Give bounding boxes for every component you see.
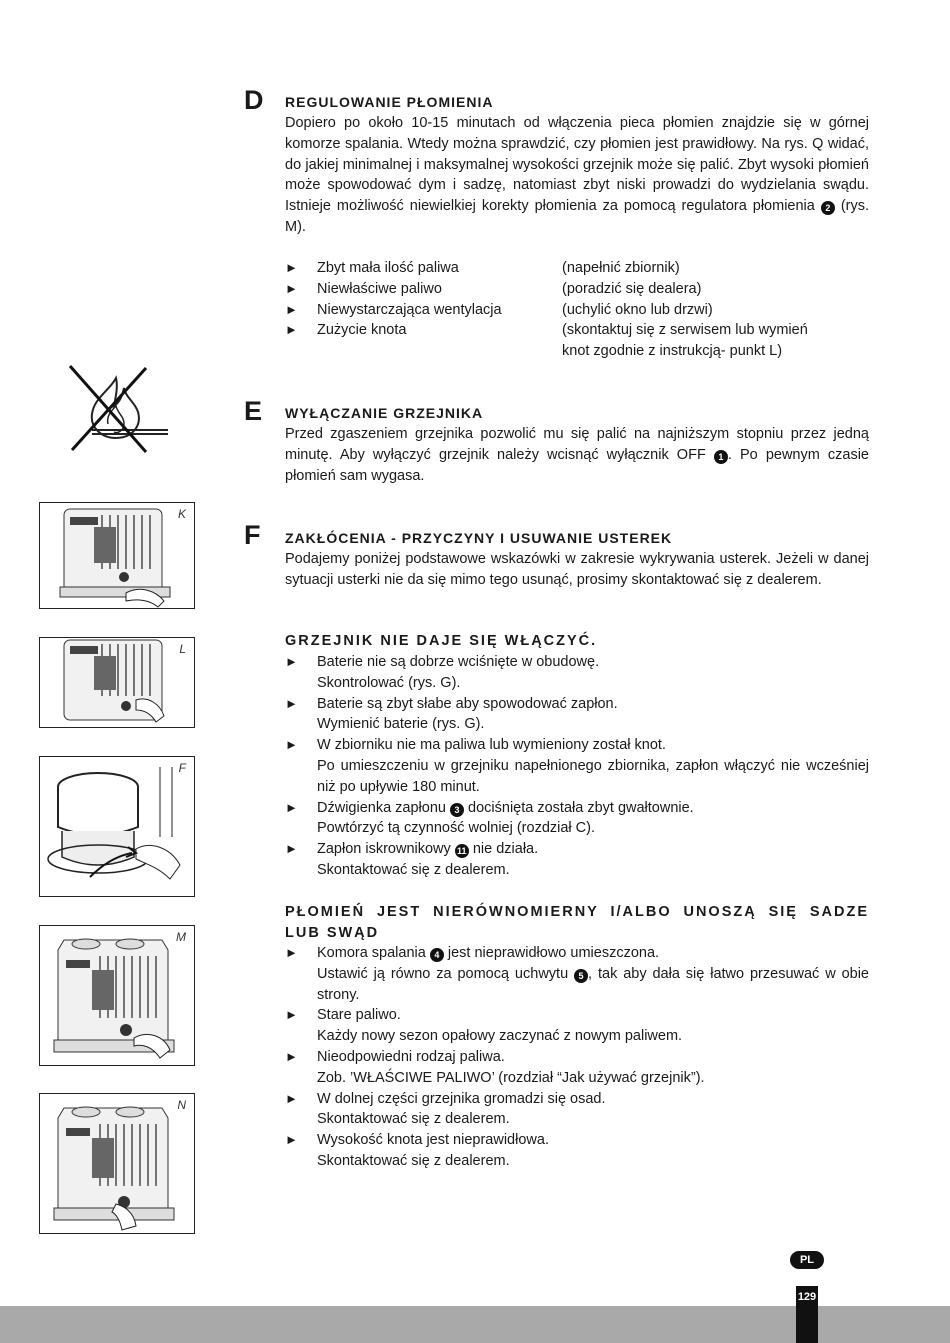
- item-problem-end: jest nieprawidłowo umieszczona.: [443, 945, 660, 961]
- item-problem: Stare paliwo.: [317, 1007, 401, 1024]
- item-problem: Baterie nie są dobrze wciśnięte w obudowę.: [317, 654, 600, 670]
- section-d-text: Dopiero po około 10-15 minutach od włączenia pieca płomien znajdzie się w górnej komorze spalania. Wtedy można sprawdzić, czy płomien jest prawidłowy. Na rys. Q widać, do jakiej minimalnej i maksymalnej wysokości grzejnik może się palić. Zbyt wysoki płomień może spowodować dym i sadzę, natomiast zbyt niski prowadzi do wydzielania swądu. Istnieje możliwość niewielkiej korekty płomienia za pomocą regulatora płomienia: [285, 115, 869, 215]
- bullet-icon: ►: [285, 1132, 298, 1148]
- item-solution: Zob. ’WŁAŚCIWE PALIWO’ (rozdział “Jak używać grzejnik”).: [317, 1069, 705, 1086]
- cause-row: [285, 258, 869, 279]
- uneven-flame-list: [285, 943, 869, 1172]
- bullet-icon: ►: [285, 945, 298, 960]
- figure-label: F: [178, 761, 186, 775]
- item-problem: W dolnej części grzejnika gromadzi się osad.: [317, 1090, 606, 1107]
- section-title-f: ZAKŁÓCENIA - PRZYCZYNY I USUWANIE USTEREK: [285, 530, 673, 546]
- bullet-icon: ►: [285, 1007, 298, 1023]
- section-e-paragraph: [285, 424, 869, 486]
- item-problem: Zapłon iskrownikowy: [317, 841, 451, 858]
- heater-illustration: [40, 926, 194, 1065]
- ref-marker: 1: [714, 450, 728, 464]
- bullet-icon: ►: [285, 695, 298, 711]
- fix-text-continued: knot zgodnie z instrukcją- punkt L): [562, 343, 783, 360]
- item-problem: W zbiorniku nie ma paliwa lub wymieniony został knot.: [317, 737, 666, 754]
- list-item: [285, 652, 869, 694]
- heater-illustration: [40, 1094, 194, 1233]
- item-solution: Powtórzyć tą czynność wolniej (rozdział C).: [317, 820, 596, 837]
- heater-illustration: [40, 638, 194, 727]
- language-badge: PL: [790, 1251, 824, 1269]
- figure-l: [39, 637, 195, 728]
- list-item: [285, 1005, 869, 1047]
- item-solution-text: Ustawić ją równo za pomocą uchwytu: [317, 965, 569, 982]
- bullet-icon: ►: [285, 1048, 298, 1064]
- list-item: [285, 735, 869, 797]
- ref-marker: 11: [455, 844, 469, 858]
- figure-f: [39, 756, 195, 897]
- section-letter-e: E: [244, 396, 263, 426]
- figure-m: [39, 925, 195, 1066]
- list-item: [285, 1089, 869, 1131]
- list-item: [285, 1047, 869, 1089]
- tank-illustration: [40, 757, 194, 896]
- bullet-icon: ►: [285, 260, 298, 275]
- section-d-paragraph: [285, 113, 869, 238]
- figure-label: K: [177, 507, 186, 521]
- item-solution: Wymienić baterie (rys. G).: [317, 716, 485, 733]
- list-item: [285, 839, 869, 881]
- item-problem-end: dociśnięta została zbyt gwałtownie.: [464, 799, 694, 816]
- item-problem-end: nie działa.: [468, 841, 539, 858]
- bullet-icon: ►: [285, 280, 298, 296]
- list-item: [285, 694, 869, 736]
- bullet-icon: ►: [285, 1090, 298, 1106]
- cause-row: [285, 279, 869, 300]
- ref-marker: 3: [450, 803, 464, 817]
- item-solution: Skontaktować się z dealerem.: [317, 1152, 510, 1169]
- bullet-icon: ►: [285, 654, 298, 669]
- fix-text: (napełnić zbiornik): [562, 260, 680, 276]
- item-solution: Każdy nowy sezon opałowy zaczynać z nowym paliwem.: [317, 1028, 683, 1045]
- item-solution: Po umieszczeniu w grzejniku napełnionego zbiornika, zapłon włączyć nie wcześniej niż po upływie 180 minut.: [317, 757, 869, 795]
- list-item: [285, 1130, 869, 1172]
- cause-row: [285, 320, 869, 341]
- cause-text: Zużycie knota: [317, 322, 407, 339]
- fix-text: (poradzić się dealera): [562, 280, 702, 297]
- no-open-flame-icon: [64, 362, 174, 454]
- figure-n: [39, 1093, 195, 1234]
- cause-text: Niewystarczająca wentylacja: [317, 301, 502, 318]
- wont-start-list: [285, 652, 869, 881]
- section-e-text: Przed zgaszeniem grzejnika pozwolić mu się palić na najniższym stopniu przez jedną minutę. Aby wyłączyć grzejnik należy wcisnąć wyłącznik OFF: [285, 426, 869, 463]
- cause-table: [285, 258, 869, 362]
- page-number: 129: [797, 1291, 817, 1303]
- fix-text: (skontaktuj się z serwisem lub wymień: [562, 322, 808, 339]
- subheading-uneven-flame: PŁOMIEŃ JEST NIERÓWNOMIERNY I/ALBO UNOSZĄ SIĘ SADZE LUB SWĄD: [285, 904, 869, 941]
- item-solution: [317, 964, 869, 1006]
- item-solution: Skontrolować (rys. G).: [317, 674, 461, 691]
- heater-illustration: [40, 503, 194, 608]
- item-problem: Baterie są zbyt słabe aby spowodować zapłon.: [317, 695, 618, 712]
- bullet-icon: ►: [285, 301, 298, 317]
- cause-row: [285, 300, 869, 321]
- section-title-e: WYŁĄCZANIE GRZEJNIKA: [285, 405, 484, 421]
- figure-label: M: [176, 930, 186, 944]
- list-item: [285, 943, 869, 1005]
- ref-marker: 5: [574, 969, 588, 983]
- section-title-d: REGULOWANIE PŁOMIENIA: [285, 94, 494, 110]
- bullet-icon: ►: [285, 737, 298, 753]
- item-solution-end: , tak aby dała się łatwo przesuwać w obie strony.: [317, 965, 869, 1003]
- section-letter-f: F: [244, 520, 261, 550]
- cause-row: [285, 341, 869, 362]
- section-e-text-end: . Po pewnym czasie płomień sam wygasa.: [285, 446, 869, 484]
- figure-k: [39, 502, 195, 609]
- bullet-icon: ►: [285, 799, 298, 815]
- section-d-text-end: (rys. M).: [285, 198, 870, 235]
- item-problem: Dźwigienka zapłonu: [317, 799, 446, 816]
- bullet-icon: ►: [285, 322, 298, 338]
- figure-label: L: [179, 642, 186, 656]
- section-letter-d: D: [244, 85, 264, 115]
- cause-text: Niewłaściwe paliwo: [317, 280, 442, 297]
- subheading-wont-start: GRZEJNIK NIE DAJE SIĘ WŁĄCZYĆ.: [285, 633, 598, 649]
- item-solution: Skontaktować się z dealerem.: [317, 1111, 510, 1128]
- ref-marker: 4: [430, 948, 444, 962]
- item-problem: Komora spalania: [317, 945, 426, 961]
- figure-label: N: [177, 1098, 186, 1112]
- fix-text: (uchylić okno lub drzwi): [562, 301, 713, 318]
- item-problem: Nieodpowiedni rodzaj paliwa.: [317, 1048, 505, 1065]
- ref-marker: 2: [821, 201, 835, 215]
- bullet-icon: ►: [285, 841, 298, 857]
- item-problem: Wysokość knota jest nieprawidłowa.: [317, 1132, 549, 1149]
- list-item: [285, 798, 869, 840]
- item-solution: Skontaktować się z dealerem.: [317, 861, 510, 878]
- cause-text: Zbyt mała ilość paliwa: [317, 260, 459, 276]
- section-f-paragraph: Podajemy poniżej podstawowe wskazówki w zakresie wykrywania usterek. Jeżeli w danej sytuacji usterki nie da się mimo tego usunąć, prosimy skontaktować się z dealerem.: [285, 551, 869, 588]
